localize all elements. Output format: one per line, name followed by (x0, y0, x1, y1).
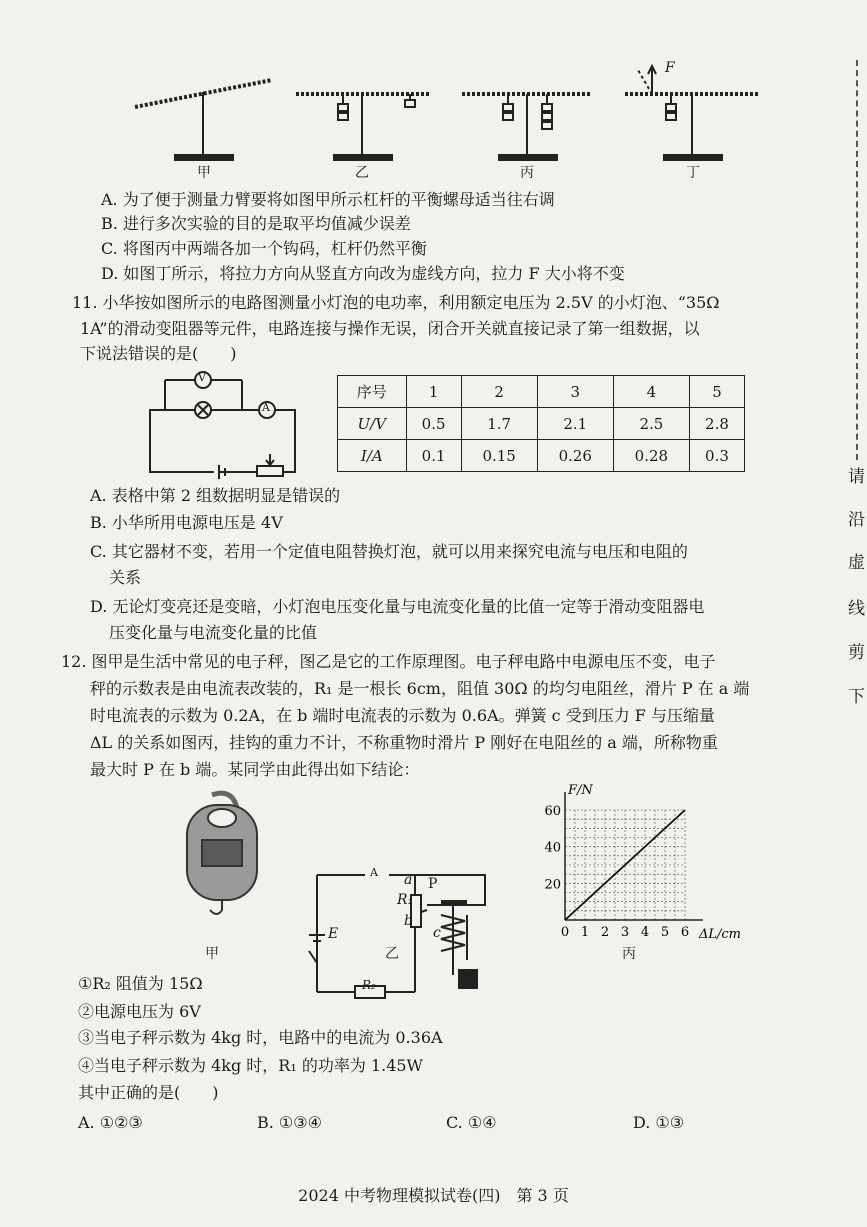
y-axis-label: F/N (568, 783, 593, 798)
c-label: c (433, 925, 441, 941)
side-char: 请 (848, 467, 865, 487)
side-char: 线 (848, 599, 865, 619)
y-tick-label: 60 (544, 804, 561, 819)
y-tick-label: 40 (544, 840, 561, 856)
q10-option-d: D. 如图丁所示，将拉力方向从竖直方向改为虚线方向，拉力 F 大小将不变 (101, 264, 625, 283)
source-label: E (328, 926, 339, 942)
ammeter-icon: A (262, 401, 270, 414)
x-tick-label: 6 (680, 925, 690, 940)
x-tick-label: 3 (620, 925, 630, 940)
lever-label-ding: 丁 (686, 165, 700, 181)
fig-label-bing: 丙 (622, 946, 636, 962)
q12-option-b: B. ①③④ (257, 1113, 322, 1132)
q12-stem-3: 时电流表的示数为 0.2A，在 b 端时电流表的示数为 0.6A。弹簧 c 受到压力 F 与压缩量 (90, 706, 715, 725)
q12-statement-2: ②电源电压为 6V (78, 1002, 201, 1021)
q10-option-a: A. 为了便于测量力臂要将如图甲所示杠杆的平衡螺母适当往右调 (101, 190, 555, 209)
lever-label-jia: 甲 (197, 165, 211, 181)
lever-figures (0, 0, 867, 190)
force-label: F (665, 60, 675, 76)
b-label: b (404, 913, 413, 929)
q11-stem-1: 11. 小华按如图所示的电路图测量小灯泡的电功率，利用额定电压为 2.5V 的小灯泡、“35Ω (72, 293, 720, 312)
q11-circuit-diagram (147, 368, 317, 478)
table-row: I/A 0.1 0.15 0.26 0.28 0.3 (338, 440, 745, 472)
x-tick-label: 5 (660, 925, 670, 940)
force-compression-chart (544, 783, 742, 950)
p-label: P (428, 876, 438, 892)
electronic-scale-image (172, 790, 272, 920)
side-char: 虚 (848, 553, 865, 573)
q11-option-b: B. 小华所用电源电压是 4V (90, 513, 283, 532)
q11-option-d: D. 无论灯变亮还是变暗，小灯泡电压变化量与电流变化量的比值一定等于滑动变阻器电 (90, 597, 705, 616)
q11-option-c-cont: 关系 (109, 568, 142, 587)
q12-option-c: C. ①④ (446, 1113, 497, 1132)
side-char: 剪 (848, 643, 865, 663)
q12-stem-4: ΔL 的关系如图丙，挂钩的重力不计，不称重物时滑片 P 刚好在电阻丝的 a 端，所称物重 (90, 733, 718, 752)
q12-stem-2: 秤的示数表是由电流表改装的，R₁ 是一根长 6cm，阻值 30Ω 的均匀电阻丝，滑片 P 在 a 端 (90, 679, 750, 698)
fig-label-yi: 乙 (385, 946, 399, 962)
table-row: U/V 0.5 1.7 2.1 2.5 2.8 (338, 408, 745, 440)
q10-option-c: C. 将图丙中两端各加一个钩码，杠杆仍然平衡 (101, 239, 427, 258)
x-tick-label: 4 (640, 925, 650, 940)
q12-stem-5: 最大时 P 在 b 端。某同学由此得出如下结论： (90, 760, 420, 779)
fig-label-jia: 甲 (205, 946, 219, 962)
q11-option-a: A. 表格中第 2 组数据明显是错误的 (90, 486, 341, 505)
q11-stem-3: 下说法错误的是( ) (80, 344, 237, 363)
q12-stem-1: 12. 图甲是生活中常见的电子秤，图乙是它的工作原理图。电子秤电路中电源电压不变，电子 (61, 652, 716, 671)
r1-label: R₁ (397, 892, 414, 908)
q12-statement-3: ③当电子秤示数为 4kg 时，电路中的电流为 0.36A (78, 1028, 443, 1047)
lever-label-yi: 乙 (355, 165, 369, 181)
q11-option-d-cont: 压变化量与电流变化量的比值 (109, 623, 318, 642)
page-footer: 2024 中考物理模拟试卷(四) 第 3 页 (298, 1186, 569, 1205)
q11-stem-2: 1A”的滑动变阻器等元件，电路连接与操作无误，闭合开关就直接记录了第一组数据，以 (80, 319, 700, 338)
q11-data-table (337, 375, 745, 472)
table-row: 序号 1 2 3 4 5 (338, 376, 745, 408)
q12-statement-1: ①R₂ 阻值为 15Ω (78, 974, 203, 993)
x-tick-label: 1 (580, 925, 590, 940)
r2-label: R₂ (362, 978, 376, 992)
y-tick-label: 20 (544, 877, 561, 893)
q10-option-b: B. 进行多次实验的目的是取平均值减少误差 (101, 214, 411, 233)
x-tick-label: 2 (600, 925, 610, 940)
x-tick-label: 0 (560, 925, 570, 940)
voltmeter-icon: V (198, 371, 206, 384)
lever-label-bing: 丙 (520, 165, 534, 181)
a-label: a (404, 872, 413, 888)
scale-ammeter-icon: A (370, 866, 378, 879)
q12-option-a: A. ①②③ (78, 1113, 143, 1132)
q12-question: 其中正确的是( ) (78, 1083, 219, 1102)
q12-option-d: D. ①③ (633, 1113, 685, 1132)
x-axis-label: ΔL/cm (699, 927, 742, 942)
q11-option-c: C. 其它器材不变，若用一个定值电阻替换灯泡，就可以用来探究电流与电压和电阻的 (90, 542, 688, 561)
cut-line (856, 60, 858, 460)
q12-statement-4: ④当电子秤示数为 4kg 时，R₁ 的功率为 1.45W (78, 1056, 423, 1075)
side-char: 下 (848, 687, 865, 707)
side-char: 沿 (848, 510, 865, 530)
